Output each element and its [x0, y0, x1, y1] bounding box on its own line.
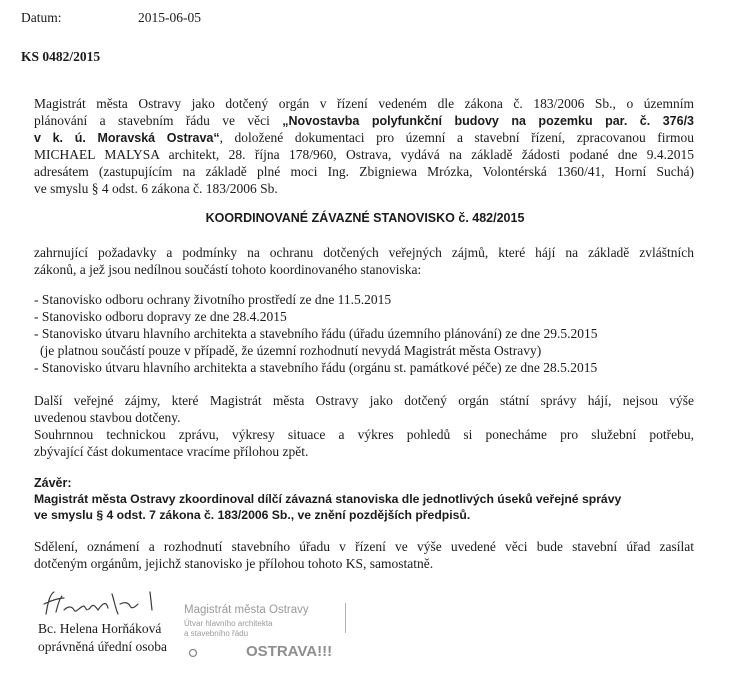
other-line-1: Další veřejné zájmy, které Magistrát města Ostravy jako dotčený orgán státní správy hájí, nejsou výše — [34, 393, 694, 408]
list-item-4: - Stanovisko útvaru hlavního architekta a stavebního řádu (orgánu st. památkové péče) ze dne 28.5.2015 — [34, 360, 598, 375]
stamp-line-1: Magistrát města Ostravy — [184, 604, 309, 616]
other-line-4: zbývající část dokumentace vracíme přílohou zpět. — [34, 444, 309, 459]
stamp-city: OSTRAVA!!! — [246, 643, 333, 660]
conclusion-label: Závěr: — [34, 476, 72, 490]
project-name-part-2: v k. ú. Moravská Ostrava“ — [34, 131, 220, 145]
other-line-2: uvedenou stavbou dotčeny. — [34, 410, 181, 425]
intro-line-2-text: plánování a stavebním řádu ve věci — [34, 113, 283, 128]
document-title: KOORDINOVANÉ ZÁVAZNÉ STANOVISKO č. 482/2015 — [205, 211, 525, 225]
list-item-2: - Stanovisko odboru dopravy ze dne 28.4.2015 — [34, 309, 287, 324]
stamp-line-2: Útvar hlavního architekta — [184, 619, 273, 628]
intro-line-1: Magistrát města Ostravy jako dotčený orgán v řízení vedeném dle zákona č. 183/2006 Sb., o územním — [34, 96, 694, 111]
stamp-circle-icon — [188, 648, 198, 658]
intro-line-4: MICHAEL MALYSA architekt, 28. října 178/960, Ostrava, vydává na základě žádosti podané dne 9.4.2015 — [34, 147, 694, 162]
intro-line-5: adresátem (zastupujícím na základě plné moci Ing. Zbigniewa Mrózka, Volontérská 1360/41, Horní Suchá) — [34, 164, 694, 179]
date-value: 2015-06-05 — [138, 10, 201, 25]
intro-line-3-text: , doložené dokumentaci pro územní a stavební řízení, zpracovanou firmou — [219, 130, 695, 145]
intro-line-6: ve smyslu § 4 odst. 6 zákona č. 183/2006 Sb. — [34, 181, 278, 196]
scope-line-1: zahrnující požadavky a podmínky na ochranu dotčených veřejných zájmů, které hájí na základě zvláštních — [34, 245, 694, 260]
list-item-3-note: (je platnou součástí pouze v případě, že územní rozhodnutí nevydá Magistrát města Ostravy) — [40, 343, 542, 358]
reference-number: KS 0482/2015 — [21, 49, 101, 64]
notice-line-2: dotčeným orgánům, jejichž stanovisko je přílohou tohoto KS, samostatně. — [34, 556, 434, 571]
handwritten-signature — [38, 588, 163, 620]
list-item-1: - Stanovisko odboru ochrany životního prostředí ze dne 11.5.2015 — [34, 292, 392, 307]
signatory-role: oprávněná úřední osoba — [38, 639, 167, 654]
scope-line-2: zákonů, a jež jsou nedílnou součástí tohoto koordinovaného stanoviska: — [34, 262, 422, 277]
stamp-line-3: a stavebního řádu — [184, 629, 249, 638]
conclusion-line-1: Magistrát města Ostravy zkoordinoval dílčí závazná stanoviska dle jednotlivých úseků veřejné správy — [34, 492, 622, 506]
list-item-3: - Stanovisko útvaru hlavního architekta a stavebního řádu (úřadu územního plánování) ze dne 29.5.2015 — [34, 326, 598, 341]
other-line-3: Souhrnnou technickou zprávu, výkresy situace a výkres pohledů si ponecháme pro služební potřebu, — [34, 427, 694, 442]
intro-line-3 — [34, 130, 694, 146]
signatory-name: Bc. Helena Horňáková — [38, 621, 162, 636]
stamp-divider — [345, 603, 346, 633]
date-label: Datum: — [21, 10, 62, 25]
project-name-part-1: „Novostavba polyfunkční budovy na pozemku par. č. 376/3 — [282, 114, 694, 128]
intro-line-2 — [34, 113, 694, 129]
notice-line-1: Sdělení, oznámení a rozhodnutí stavebního úřadu v řízení ve výše uvedené věci bude stavební úřad zasílat — [34, 539, 694, 554]
conclusion-line-2: ve smyslu § 4 odst. 7 zákona č. 183/2006 Sb., ve znění pozdějších předpisů. — [34, 508, 471, 522]
